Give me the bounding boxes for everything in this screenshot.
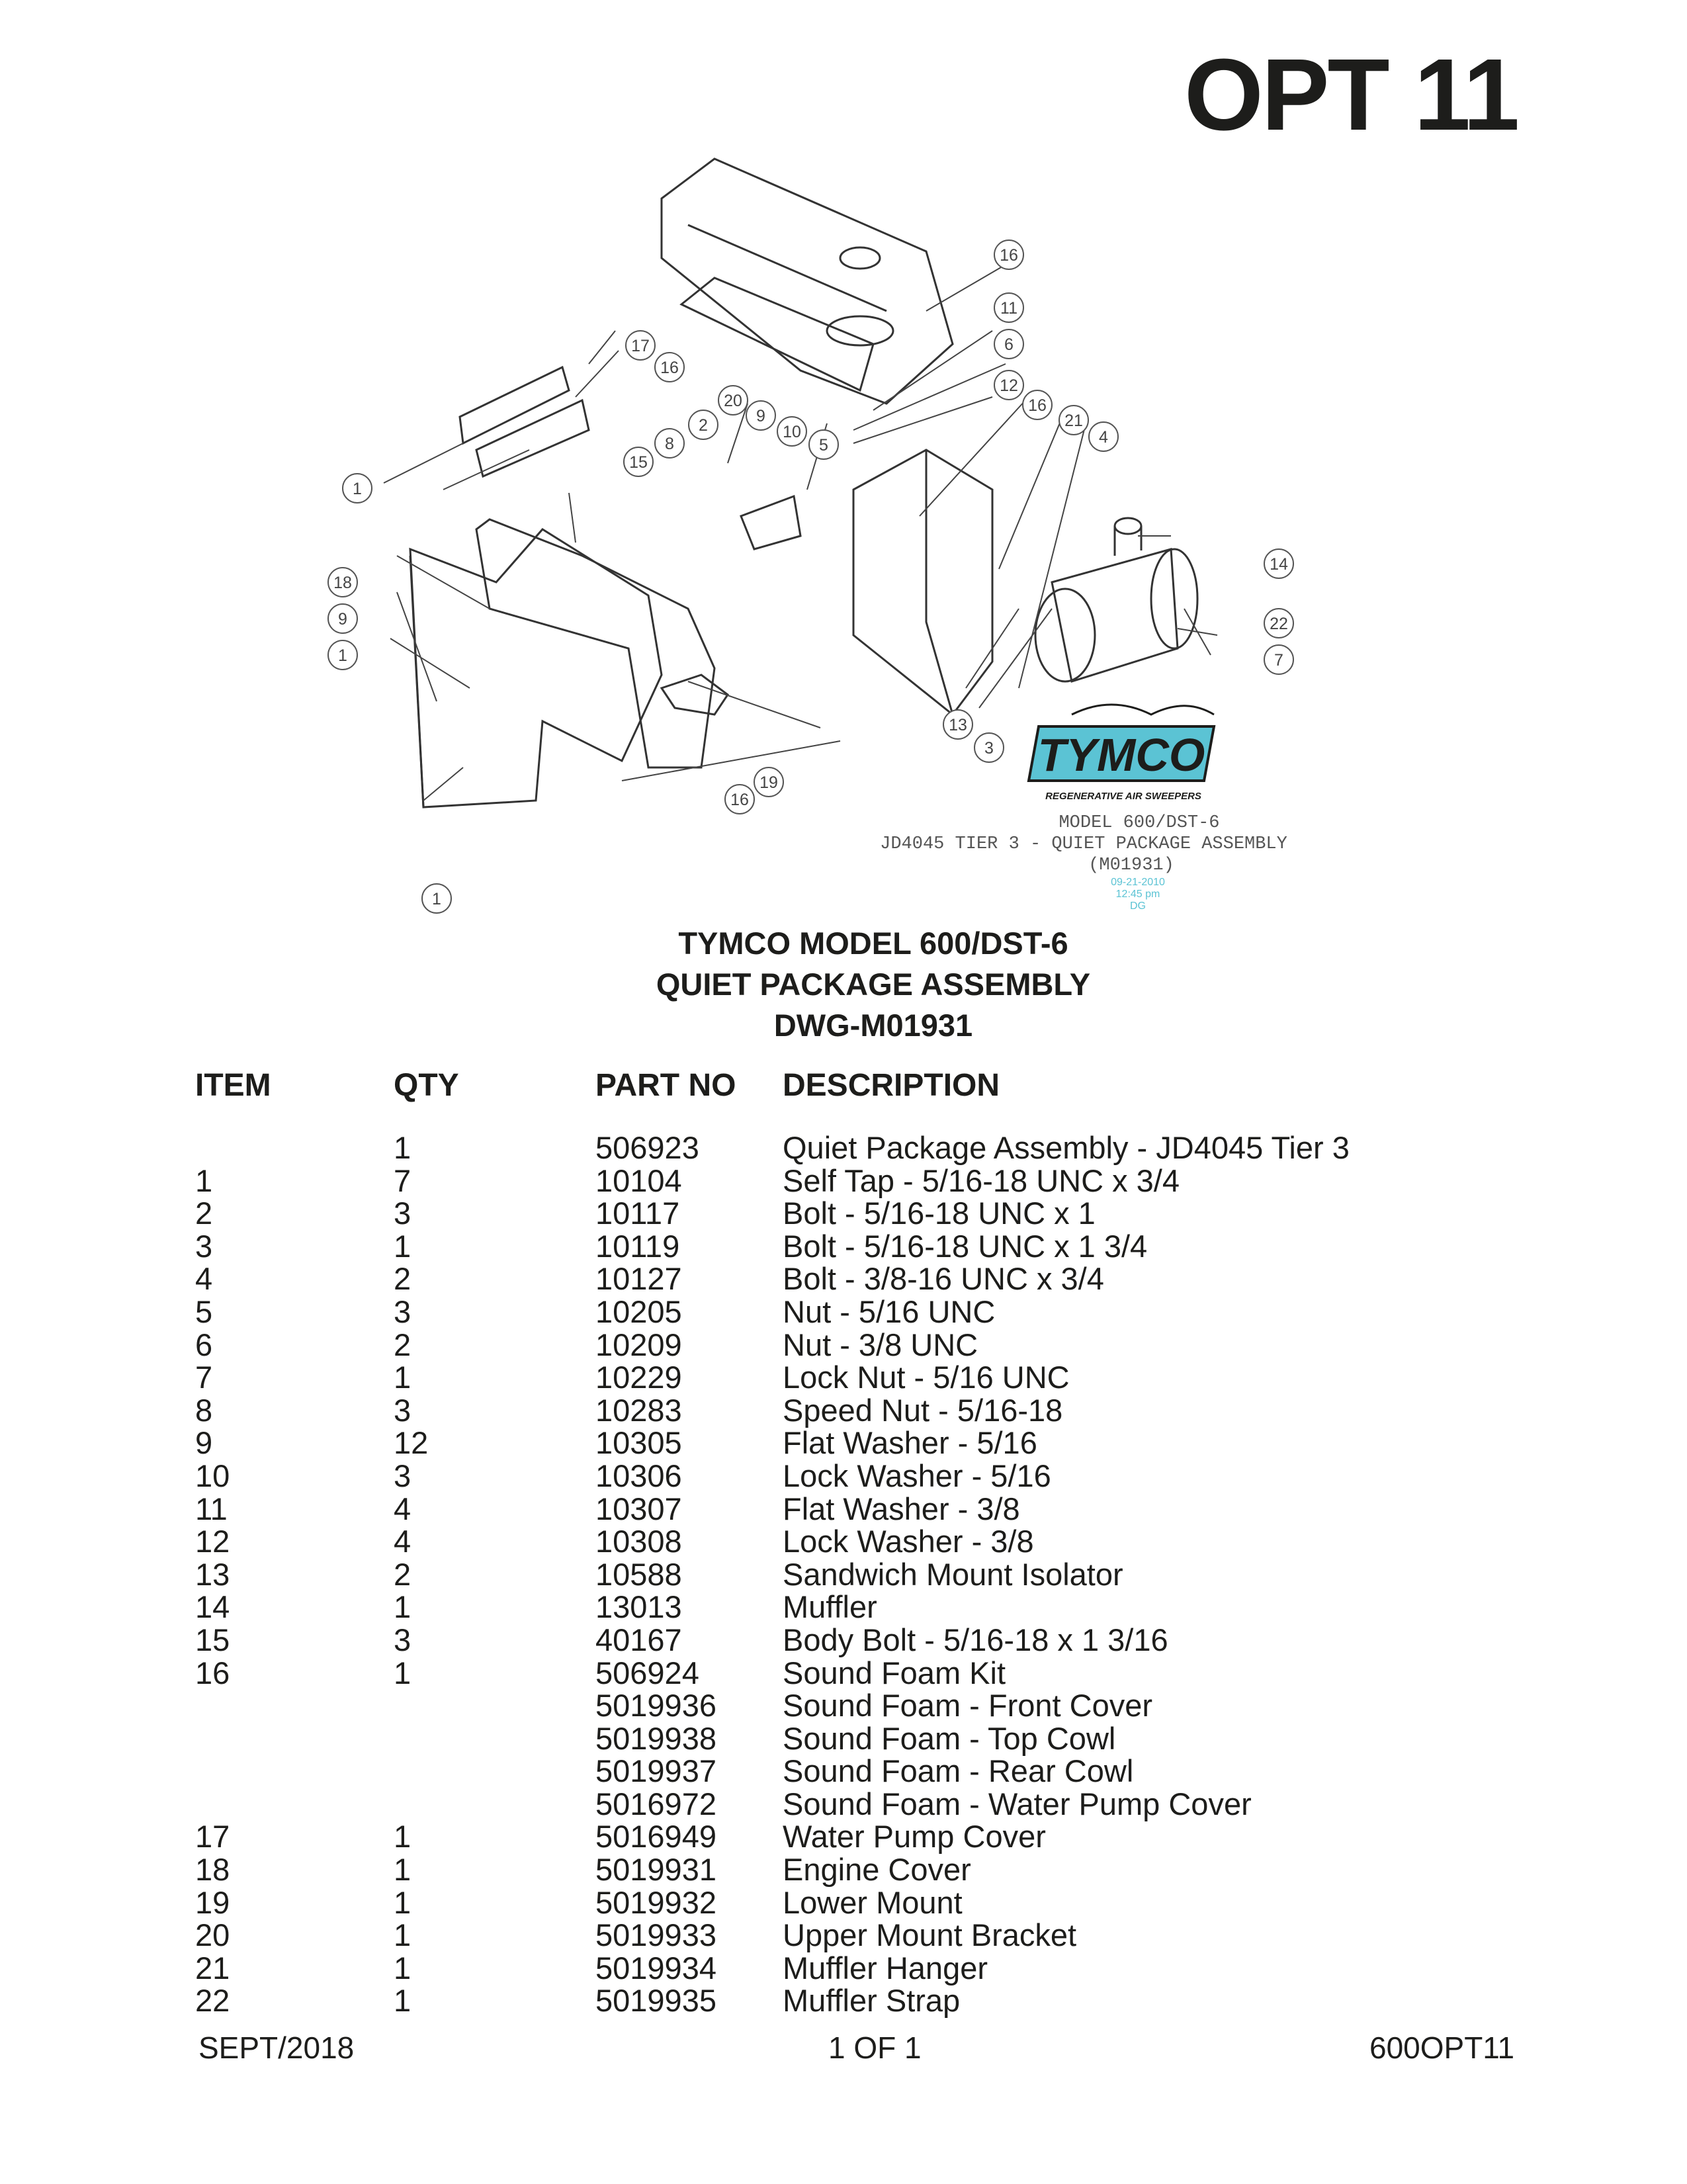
item-cell: 1 xyxy=(195,1162,213,1198)
description-cell: Bolt - 5/16-18 UNC x 1 3/4 xyxy=(783,1228,1148,1264)
table-row xyxy=(0,1591,1687,1624)
callout-balloon xyxy=(343,474,372,503)
description-cell: Lock Washer - 5/16 xyxy=(783,1458,1051,1493)
item-cell: 4 xyxy=(195,1261,213,1297)
item-cell: 14 xyxy=(195,1589,230,1625)
description-cell: Nut - 5/16 UNC xyxy=(783,1293,996,1329)
tymco-logo xyxy=(1029,705,1214,802)
description-cell: Sound Foam - Rear Cowl xyxy=(783,1753,1134,1789)
description-cell: Body Bolt - 5/16-18 x 1 3/16 xyxy=(783,1622,1168,1657)
svg-text:16: 16 xyxy=(1000,246,1018,265)
callout-balloon xyxy=(655,353,684,382)
qty-cell: 3 xyxy=(394,1392,411,1428)
callout-balloon xyxy=(1089,422,1118,451)
svg-text:5: 5 xyxy=(819,436,828,455)
svg-text:11: 11 xyxy=(1000,299,1017,318)
qty-cell: 1 xyxy=(394,1589,411,1625)
side-panel-part xyxy=(853,450,992,715)
item-cell: 20 xyxy=(195,1917,230,1953)
qty-cell: 1 xyxy=(394,1228,411,1264)
callout-balloon xyxy=(1264,609,1293,638)
part-no-cell: 10104 xyxy=(595,1162,682,1198)
item-cell: 7 xyxy=(195,1360,213,1395)
svg-text:9: 9 xyxy=(338,610,347,629)
column-header-part-no: PART NO xyxy=(595,1068,736,1103)
table-row xyxy=(0,1558,1687,1591)
item-cell: 18 xyxy=(195,1852,230,1888)
description-cell: Upper Mount Bracket xyxy=(783,1917,1077,1953)
svg-text:TYMCO: TYMCO xyxy=(1037,729,1205,781)
part-no-cell: 5019933 xyxy=(595,1917,716,1953)
part-no-cell: 10117 xyxy=(595,1196,680,1231)
callout-balloon xyxy=(943,710,973,739)
description-cell: Sound Foam - Front Cover xyxy=(783,1688,1152,1724)
model-title: TYMCO MODEL 600/DST-6 xyxy=(678,926,1068,961)
table-row xyxy=(0,1624,1687,1657)
part-no-cell: 5019935 xyxy=(595,1983,716,2019)
column-header-qty: QTY xyxy=(394,1068,459,1103)
table-row xyxy=(0,1426,1687,1460)
description-cell: Sound Foam - Water Pump Cover xyxy=(783,1786,1252,1821)
item-cell: 15 xyxy=(195,1622,230,1657)
qty-cell: 2 xyxy=(394,1327,411,1362)
engine-cover-part xyxy=(410,529,662,807)
qty-cell: 4 xyxy=(394,1491,411,1526)
column-header-item: ITEM xyxy=(195,1068,271,1103)
svg-text:12: 12 xyxy=(1000,376,1018,395)
table-row xyxy=(0,1788,1687,1821)
svg-text:12:45 pm: 12:45 pm xyxy=(1115,889,1160,900)
footer-document-code: 600OPT11 xyxy=(1369,2031,1515,2065)
svg-text:1: 1 xyxy=(338,646,347,665)
item-cell: 13 xyxy=(195,1556,230,1592)
part-no-cell: 40167 xyxy=(595,1622,682,1657)
svg-text:MODEL 600/DST-6: MODEL 600/DST-6 xyxy=(1059,813,1220,833)
callout-balloon xyxy=(328,604,357,633)
svg-text:10: 10 xyxy=(783,423,801,441)
callout-balloon xyxy=(718,386,748,415)
table-row xyxy=(0,1164,1687,1198)
part-no-cell: 10127 xyxy=(595,1261,682,1297)
qty-cell: 2 xyxy=(394,1261,411,1297)
qty-cell: 1 xyxy=(394,1917,411,1953)
part-no-cell: 10306 xyxy=(595,1458,682,1493)
callout-balloon xyxy=(422,884,451,913)
qty-cell: 1 xyxy=(394,1950,411,1986)
callout-balloon xyxy=(994,329,1023,359)
table-row xyxy=(0,1131,1687,1164)
description-cell: Nut - 3/8 UNC xyxy=(783,1327,978,1362)
muffler-part xyxy=(1035,518,1197,681)
qty-cell: 1 xyxy=(394,1983,411,2019)
description-cell: Lower Mount xyxy=(783,1884,963,1920)
table-row xyxy=(0,1230,1687,1263)
description-cell: Muffler Strap xyxy=(783,1983,961,2019)
svg-text:15: 15 xyxy=(629,453,648,472)
part-no-cell: 5019934 xyxy=(595,1950,716,1986)
callout-balloon xyxy=(689,410,718,439)
table-row xyxy=(0,1197,1687,1230)
part-no-cell: 506923 xyxy=(595,1130,699,1165)
qty-cell: 3 xyxy=(394,1293,411,1329)
description-cell: Water Pump Cover xyxy=(783,1819,1046,1855)
callout-balloon xyxy=(328,640,357,670)
part-no-cell: 10308 xyxy=(595,1524,682,1559)
description-cell: Flat Washer - 5/16 xyxy=(783,1425,1037,1461)
svg-text:4: 4 xyxy=(1099,428,1108,447)
item-cell: 12 xyxy=(195,1524,230,1559)
description-cell: Self Tap - 5/16-18 UNC x 3/4 xyxy=(783,1162,1180,1198)
qty-cell: 1 xyxy=(394,1884,411,1920)
footer-date: SEPT/2018 xyxy=(198,2031,355,2065)
callout-balloon xyxy=(994,293,1023,322)
qty-cell: 7 xyxy=(394,1162,411,1198)
svg-text:1: 1 xyxy=(432,890,441,908)
item-cell: 22 xyxy=(195,1983,230,2019)
part-no-cell: 5016972 xyxy=(595,1786,716,1821)
svg-text:16: 16 xyxy=(660,359,679,377)
table-row xyxy=(0,1820,1687,1853)
qty-cell: 1 xyxy=(394,1655,411,1690)
part-no-cell: 10283 xyxy=(595,1392,682,1428)
qty-cell: 1 xyxy=(394,1130,411,1165)
description-cell: Quiet Package Assembly - JD4045 Tier 3 xyxy=(783,1130,1350,1165)
description-cell: Lock Washer - 3/8 xyxy=(783,1524,1034,1559)
svg-text:17: 17 xyxy=(631,337,650,355)
drawing-caption xyxy=(880,813,1287,875)
item-cell: 11 xyxy=(195,1491,228,1526)
callout-balloon xyxy=(328,568,357,597)
svg-text:14: 14 xyxy=(1270,555,1288,574)
part-no-cell: 10307 xyxy=(595,1491,682,1526)
callout-balloons xyxy=(328,240,1293,913)
callout-balloon xyxy=(626,331,655,360)
svg-text:19: 19 xyxy=(759,773,778,792)
description-cell: Flat Washer - 3/8 xyxy=(783,1491,1020,1526)
description-cell: Muffler xyxy=(783,1589,877,1625)
callout-balloon xyxy=(1264,549,1293,578)
item-cell: 21 xyxy=(195,1950,230,1986)
svg-text:16: 16 xyxy=(730,791,749,809)
item-cell: 2 xyxy=(195,1196,213,1231)
description-cell: Speed Nut - 5/16-18 xyxy=(783,1392,1063,1428)
svg-text:16: 16 xyxy=(1028,396,1047,415)
table-row xyxy=(0,1329,1687,1362)
item-cell: 8 xyxy=(195,1392,213,1428)
part-no-cell: 10588 xyxy=(595,1556,682,1592)
description-cell: Sound Foam Kit xyxy=(783,1655,1006,1690)
exploded-assembly-drawing xyxy=(291,146,1363,926)
callout-balloon xyxy=(754,767,783,797)
svg-text:18: 18 xyxy=(333,574,352,592)
qty-cell: 3 xyxy=(394,1458,411,1493)
part-no-cell: 5016949 xyxy=(595,1819,716,1855)
callout-balloon xyxy=(777,417,806,446)
part-no-cell: 506924 xyxy=(595,1655,699,1690)
part-no-cell: 10305 xyxy=(595,1425,682,1461)
item-cell: 19 xyxy=(195,1884,230,1920)
table-row xyxy=(0,1525,1687,1558)
description-cell: Sound Foam - Top Cowl xyxy=(783,1720,1116,1756)
callout-balloon xyxy=(809,430,838,459)
table-row xyxy=(0,1460,1687,1493)
part-no-cell: 5019937 xyxy=(595,1753,716,1789)
description-cell: Muffler Hanger xyxy=(783,1950,988,1986)
qty-cell: 2 xyxy=(394,1556,411,1592)
svg-text:JD4045 TIER 3 - QUIET PACKAGE: JD4045 TIER 3 - QUIET PACKAGE ASSEMBLY xyxy=(880,834,1287,854)
description-cell: Sandwich Mount Isolator xyxy=(783,1556,1123,1592)
item-cell: 16 xyxy=(195,1655,230,1690)
assembly-title: QUIET PACKAGE ASSEMBLY xyxy=(656,967,1091,1002)
table-row xyxy=(0,1657,1687,1690)
callout-balloon xyxy=(1023,390,1052,419)
svg-text:9: 9 xyxy=(756,407,765,425)
qty-cell: 3 xyxy=(394,1622,411,1657)
svg-text:22: 22 xyxy=(1270,615,1288,633)
part-no-cell: 10205 xyxy=(595,1293,682,1329)
part-no-cell: 10229 xyxy=(595,1360,682,1395)
callout-balloon xyxy=(746,401,775,430)
item-cell: 6 xyxy=(195,1327,213,1362)
item-cell: 9 xyxy=(195,1425,213,1461)
upper-mount-bracket-part xyxy=(741,496,800,549)
part-no-cell: 13013 xyxy=(595,1589,682,1625)
description-cell: Lock Nut - 5/16 UNC xyxy=(783,1360,1070,1395)
svg-text:8: 8 xyxy=(665,435,674,453)
qty-cell: 12 xyxy=(394,1425,429,1461)
item-cell: 5 xyxy=(195,1293,213,1329)
option-title: OPT 11 xyxy=(1184,38,1518,152)
svg-text:3: 3 xyxy=(984,739,994,758)
lower-mount-part xyxy=(662,675,728,715)
table-row xyxy=(0,1689,1687,1722)
table-row xyxy=(0,1394,1687,1427)
qty-cell: 1 xyxy=(394,1360,411,1395)
svg-text:(M01931): (M01931) xyxy=(1088,855,1174,875)
qty-cell: 4 xyxy=(394,1524,411,1559)
qty-cell: 3 xyxy=(394,1196,411,1231)
callout-balloon xyxy=(1059,406,1088,435)
callout-balloon xyxy=(655,429,684,458)
drawing-date-stamp xyxy=(1111,877,1165,912)
table-row xyxy=(0,1295,1687,1329)
table-row xyxy=(0,1493,1687,1526)
table-row xyxy=(0,1755,1687,1788)
svg-text:2: 2 xyxy=(699,416,708,435)
svg-text:6: 6 xyxy=(1004,335,1014,354)
item-cell: 3 xyxy=(195,1228,213,1264)
callout-balloon xyxy=(725,785,754,814)
drawing-number: DWG-M01931 xyxy=(773,1008,973,1043)
callout-balloon xyxy=(994,240,1023,269)
table-row xyxy=(0,1886,1687,1919)
part-no-cell: 5019931 xyxy=(595,1852,716,1888)
part-no-cell: 5019936 xyxy=(595,1688,716,1724)
top-cowl-foam-part xyxy=(681,278,873,390)
part-no-cell: 5019938 xyxy=(595,1720,716,1756)
part-no-cell: 10209 xyxy=(595,1327,682,1362)
svg-text:DG: DG xyxy=(1130,900,1146,912)
parts-list xyxy=(0,1131,1687,2017)
top-cowl-part xyxy=(662,159,953,404)
description-cell: Engine Cover xyxy=(783,1852,971,1888)
item-cell: 10 xyxy=(195,1458,230,1493)
qty-cell: 1 xyxy=(394,1852,411,1888)
svg-text:13: 13 xyxy=(949,716,967,734)
callout-balloon xyxy=(994,371,1023,400)
callout-balloon xyxy=(974,733,1004,762)
table-row xyxy=(0,1361,1687,1394)
footer-page-number: 1 OF 1 xyxy=(828,2031,922,2065)
table-row xyxy=(0,1262,1687,1295)
table-row xyxy=(0,1984,1687,2017)
svg-text:REGENERATIVE AIR SWEEPERS: REGENERATIVE AIR SWEEPERS xyxy=(1045,791,1201,802)
table-row xyxy=(0,1722,1687,1755)
svg-text:1: 1 xyxy=(353,480,362,498)
svg-text:21: 21 xyxy=(1064,412,1083,430)
svg-text:20: 20 xyxy=(724,392,742,410)
column-header-description: DESCRIPTION xyxy=(783,1068,1000,1103)
table-row xyxy=(0,1952,1687,1985)
part-no-cell: 10119 xyxy=(595,1228,680,1264)
qty-cell: 1 xyxy=(394,1819,411,1855)
rear-cowl-part xyxy=(476,519,714,767)
callout-balloon xyxy=(1264,645,1293,674)
svg-text:7: 7 xyxy=(1274,651,1283,670)
part-no-cell: 5019932 xyxy=(595,1884,716,1920)
svg-text:09-21-2010: 09-21-2010 xyxy=(1111,877,1165,888)
callout-balloon xyxy=(624,447,653,476)
description-cell: Bolt - 5/16-18 UNC x 1 xyxy=(783,1196,1096,1231)
table-row xyxy=(0,1853,1687,1886)
item-cell: 17 xyxy=(195,1819,230,1855)
description-cell: Bolt - 3/8-16 UNC x 3/4 xyxy=(783,1261,1104,1297)
table-row xyxy=(0,1919,1687,1952)
water-pump-foam-part xyxy=(476,400,589,476)
